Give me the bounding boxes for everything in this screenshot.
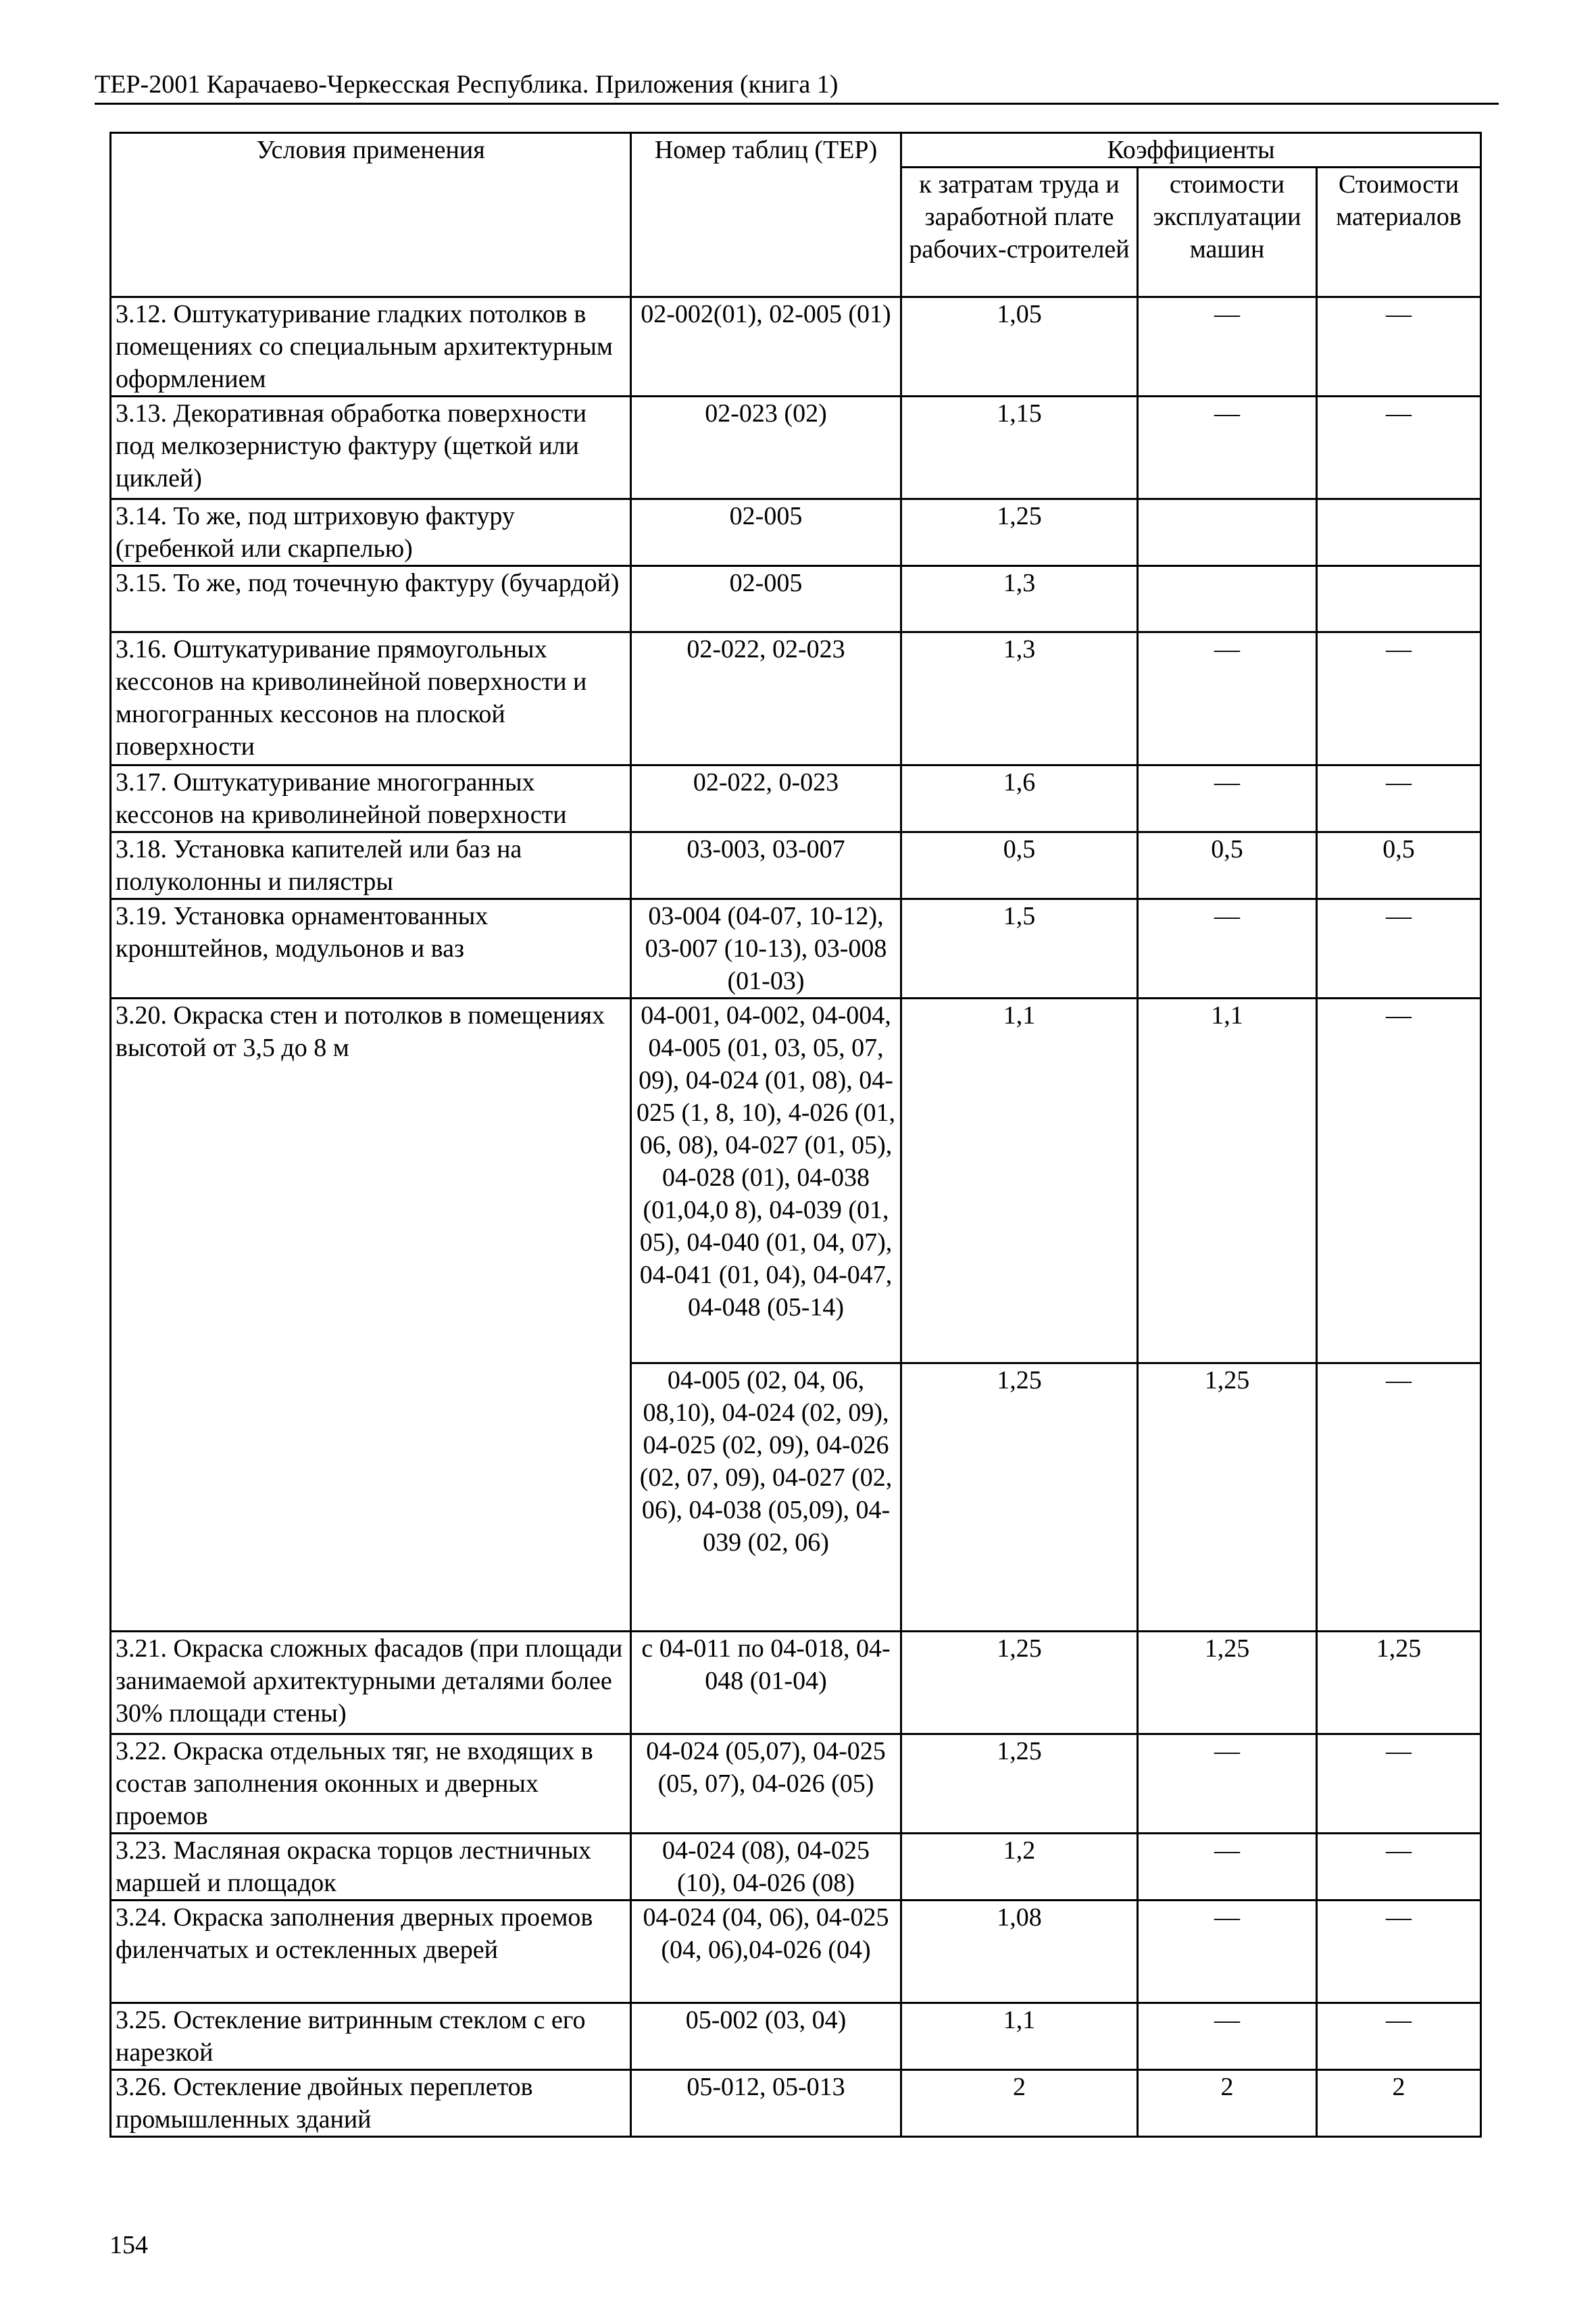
row-labor-coef: 1,1 [901, 999, 1138, 1363]
row-condition: 3.17. Оштукатуривание многогранных кессонов на криволинейной поверхности [111, 765, 631, 832]
row-labor-coef: 1,3 [901, 566, 1138, 632]
row-materials-coef: 1,25 [1317, 1632, 1481, 1734]
row-materials-coef: — [1317, 1734, 1481, 1834]
row-materials-coef: — [1317, 632, 1481, 765]
row-materials-coef: — [1317, 1901, 1481, 2003]
row-machines-coef: 1,1 [1138, 999, 1317, 1363]
row-table-number: 04-024 (05,07), 04-025 (05, 07), 04-026 (05) [631, 1734, 901, 1834]
table-row [111, 632, 1481, 765]
row-labor-coef: 1,6 [901, 765, 1138, 832]
row-machines-coef [1138, 499, 1317, 566]
row-table-number: 02-022, 02-023 [631, 632, 901, 765]
row-condition: 3.20. Окраска стен и потолков в помещениях высотой от 3,5 до 8 м [111, 999, 631, 1632]
row-machines-coef: — [1138, 1901, 1317, 2003]
row-materials-coef: 0,5 [1317, 832, 1481, 899]
row-labor-coef: 1,3 [901, 632, 1138, 765]
row-condition: 3.22. Окраска отдельных тяг, не входящих в состав заполнения оконных и дверных проемов [111, 1734, 631, 1834]
row-labor-coef: 1,25 [901, 1734, 1138, 1834]
table-row [111, 1632, 1481, 1734]
row-materials-coef: — [1317, 899, 1481, 999]
row-machines-coef: — [1138, 899, 1317, 999]
table-row [111, 899, 1481, 999]
row-table-number: 04-024 (08), 04-025 (10), 04-026 (08) [631, 1834, 901, 1901]
header-table-numbers: Номер таблиц (ТЕР) [631, 133, 901, 297]
row-machines-coef: 0,5 [1138, 832, 1317, 899]
row-labor-coef: 1,25 [901, 1632, 1138, 1734]
row-condition: 3.25. Остекление витринным стеклом с его нарезкой [111, 2003, 631, 2070]
page-header: ТЕР-2001 Карачаево-Черкесская Республика. Приложения (книга 1) [95, 70, 839, 99]
row-labor-coef: 1,2 [901, 1834, 1138, 1901]
row-condition: 3.26. Остекление двойных переплетов промышленных зданий [111, 2070, 631, 2137]
table-row [111, 832, 1481, 899]
row-table-number: 02-022, 0-023 [631, 765, 901, 832]
row-machines-coef: — [1138, 2003, 1317, 2070]
row-labor-coef: 1,15 [901, 397, 1138, 499]
row-machines-coef: — [1138, 297, 1317, 397]
header-rule [95, 103, 1499, 105]
row-machines-coef: — [1138, 632, 1317, 765]
row-table-number: 04-005 (02, 04, 06, 08,10), 04-024 (02, 09), 04-025 (02, 09), 04-026 (02, 07, 09), 04-027 (02, 06), 04-038 (05,09), 04-039 (02, 06) [631, 1363, 901, 1632]
row-table-number: 02-002(01), 02-005 (01) [631, 297, 901, 397]
row-machines-coef: — [1138, 1834, 1317, 1901]
row-machines-coef: — [1138, 1734, 1317, 1834]
row-labor-coef: 1,25 [901, 1363, 1138, 1632]
table-row [111, 1901, 1481, 2003]
row-condition: 3.18. Установка капителей или баз на полуколонны и пилястры [111, 832, 631, 899]
row-condition: 3.15. То же, под точечную фактуру (бучардой) [111, 566, 631, 632]
row-materials-coef: — [1317, 999, 1481, 1363]
row-table-number: 02-005 [631, 566, 901, 632]
table-row [111, 999, 1481, 1363]
table-row [111, 499, 1481, 566]
row-table-number: 05-012, 05-013 [631, 2070, 901, 2137]
row-machines-coef: 1,25 [1138, 1632, 1317, 1734]
row-condition: 3.23. Масляная окраска торцов лестничных маршей и площадок [111, 1834, 631, 1901]
table-row [111, 297, 1481, 397]
row-table-number: с 04-011 по 04-018, 04-048 (01-04) [631, 1632, 901, 1734]
row-materials-coef: — [1317, 2003, 1481, 2070]
header-machines: стоимости эксплуатации машин [1138, 168, 1317, 297]
row-materials-coef: — [1317, 1834, 1481, 1901]
row-table-number: 03-003, 03-007 [631, 832, 901, 899]
row-materials-coef: — [1317, 397, 1481, 499]
row-labor-coef: 1,05 [901, 297, 1138, 397]
row-table-number: 02-023 (02) [631, 397, 901, 499]
header-materials: Стоимости материалов [1317, 168, 1481, 297]
row-condition: 3.19. Установка орнаментованных кронштейнов, модульонов и ваз [111, 899, 631, 999]
row-condition: 3.24. Окраска заполнения дверных проемов филенчатых и остекленных дверей [111, 1901, 631, 2003]
page-number: 154 [109, 2231, 148, 2259]
row-labor-coef: 1,5 [901, 899, 1138, 999]
table-row [111, 765, 1481, 832]
header-conditions: Условия применения [111, 133, 631, 297]
header-coefficients: Коэффициенты [901, 133, 1481, 168]
table-row [111, 397, 1481, 499]
row-condition: 3.21. Окраска сложных фасадов (при площади занимаемой архитектурными деталями более 30% площади стены) [111, 1632, 631, 1734]
row-labor-coef: 2 [901, 2070, 1138, 2137]
row-labor-coef: 1,08 [901, 1901, 1138, 2003]
row-table-number: 03-004 (04-07, 10-12), 03-007 (10-13), 03-008 (01-03) [631, 899, 901, 999]
row-materials-coef: — [1317, 765, 1481, 832]
row-condition: 3.14. То же, под штриховую фактуру (гребенкой или скарпелью) [111, 499, 631, 566]
row-labor-coef: 0,5 [901, 832, 1138, 899]
row-materials-coef [1317, 499, 1481, 566]
row-materials-coef [1317, 566, 1481, 632]
row-machines-coef [1138, 566, 1317, 632]
row-table-number: 04-001, 04-002, 04-004, 04-005 (01, 03, 05, 07, 09), 04-024 (01, 08), 04-025 (1, 8, 10), 4-026 (01, 06, 08), 04-027 (01, 05), 04-028 (01), 04-038 (01,04,0 8), 04-039 (01, 05), 04-040 (01, 04, 07), 04-041 (01, 04), 04-047, 04-048 (05-14) [631, 999, 901, 1363]
row-materials-coef: 2 [1317, 2070, 1481, 2137]
row-table-number: 04-024 (04, 06), 04-025 (04, 06),04-026 (04) [631, 1901, 901, 2003]
row-materials-coef: — [1317, 297, 1481, 397]
row-materials-coef: — [1317, 1363, 1481, 1632]
table-row [111, 2070, 1481, 2137]
table-header-row [111, 133, 1481, 168]
row-labor-coef: 1,25 [901, 499, 1138, 566]
row-machines-coef: — [1138, 765, 1317, 832]
table-row [111, 2003, 1481, 2070]
row-condition: 3.16. Оштукатуривание прямоугольных кессонов на криволинейной поверхности и многогранных кессонов на плоской поверхности [111, 632, 631, 765]
row-machines-coef: 2 [1138, 2070, 1317, 2137]
row-condition: 3.12. Оштукатуривание гладких потолков в помещениях со специальным архитектурным оформлением [111, 297, 631, 397]
row-labor-coef: 1,1 [901, 2003, 1138, 2070]
row-table-number: 05-002 (03, 04) [631, 2003, 901, 2070]
table-row [111, 566, 1481, 632]
row-table-number: 02-005 [631, 499, 901, 566]
row-machines-coef: — [1138, 397, 1317, 499]
row-condition: 3.13. Декоративная обработка поверхности под мелкозернистую фактуру (щеткой или циклей) [111, 397, 631, 499]
coefficients-table [109, 132, 1482, 2138]
table-row [111, 1734, 1481, 1834]
row-machines-coef: 1,25 [1138, 1363, 1317, 1632]
table-row [111, 1834, 1481, 1901]
header-labor: к затратам труда и заработной плате рабочих-строителей [901, 168, 1138, 297]
